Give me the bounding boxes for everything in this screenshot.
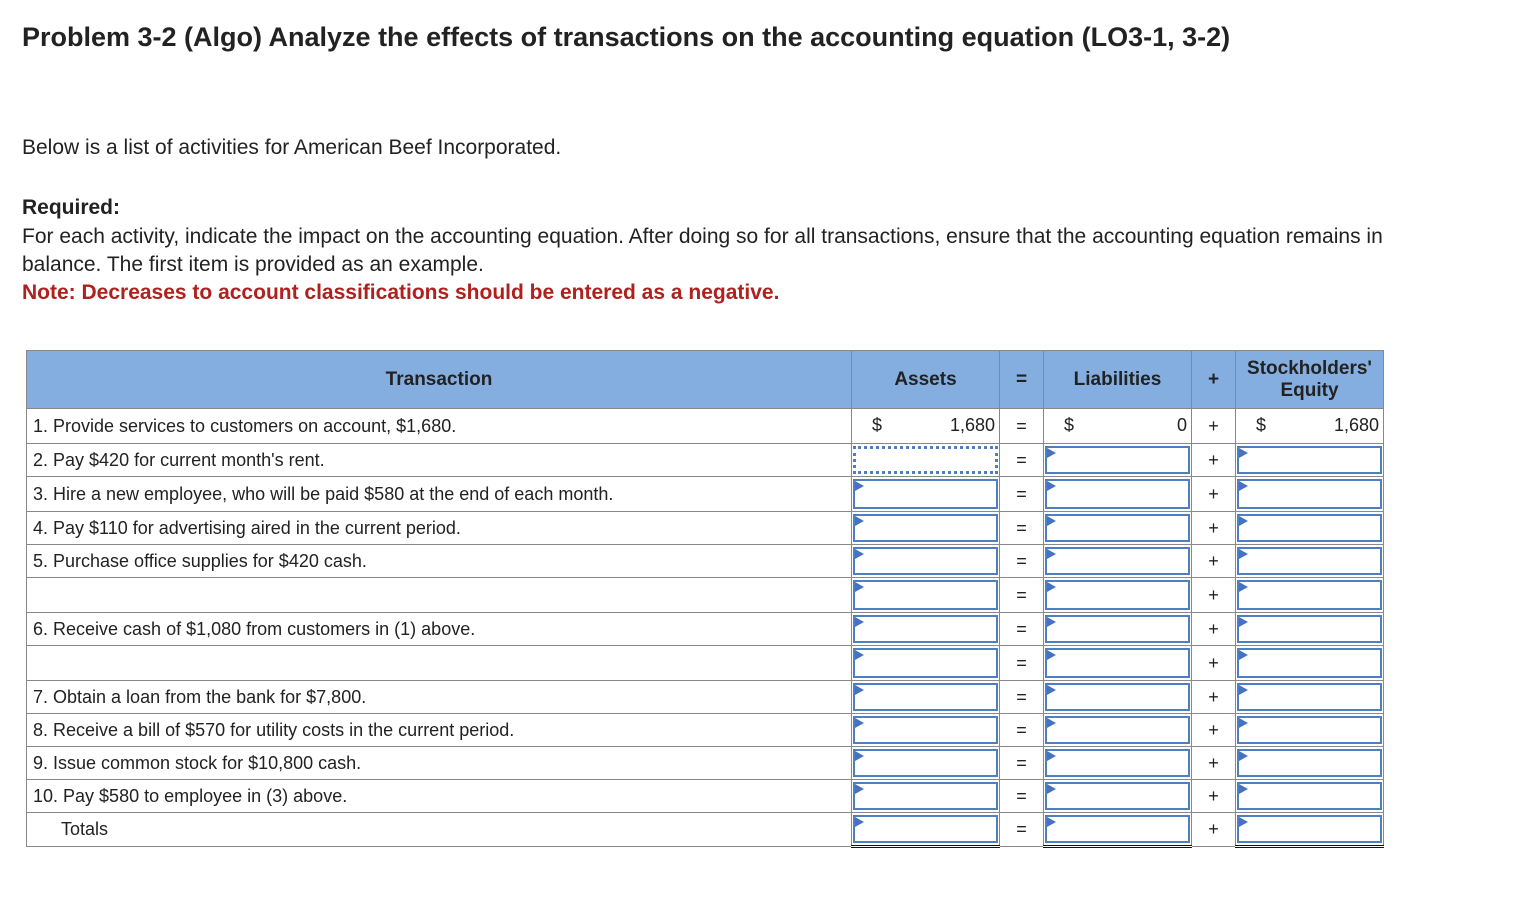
header-transaction: Transaction [27,351,852,409]
equals-sign: = [1000,477,1044,512]
plus-sign: + [1192,545,1236,578]
transaction-label: 1. Provide services to customers on account, $1,680. [27,409,852,444]
assets-input[interactable] [853,580,998,610]
table-row [27,578,1384,613]
assets-cell [852,681,1000,714]
header-equals: = [1000,351,1044,409]
table-row [27,747,1384,780]
equity-input[interactable] [1237,479,1382,509]
plus-sign: + [1192,512,1236,545]
transaction-label: 5. Purchase office supplies for $420 cash. [27,545,852,578]
liabilities-cell [1044,714,1192,747]
plus-sign: + [1192,747,1236,780]
plus-sign: + [1192,646,1236,681]
assets-cell [852,747,1000,780]
plus-sign: + [1192,409,1236,444]
transaction-label: 2. Pay $420 for current month's rent. [27,444,852,477]
transaction-label: 9. Issue common stock for $10,800 cash. [27,747,852,780]
assets-input[interactable] [853,547,998,575]
table-row [27,681,1384,714]
liabilities-input[interactable] [1045,547,1190,575]
header-assets: Assets [852,351,1000,409]
liabilities-input[interactable] [1045,683,1190,711]
equals-sign: = [1000,714,1044,747]
accounting-equation-table [26,350,1384,848]
equity-total-cell [1236,813,1384,847]
equity-cell [1236,578,1384,613]
currency-symbol: $ [1256,415,1267,435]
equals-sign: = [1000,813,1044,847]
liabilities-total-input[interactable] [1045,815,1190,843]
liabilities-cell [1044,512,1192,545]
equity-cell [1236,780,1384,813]
assets-input[interactable] [853,615,998,643]
equals-sign: = [1000,409,1044,444]
transaction-label: 6. Receive cash of $1,080 from customers in (1) above. [27,613,852,646]
assets-input[interactable] [853,782,998,810]
transaction-label [27,646,852,681]
equity-input[interactable] [1237,716,1382,744]
transaction-label: 3. Hire a new employee, who will be paid $580 at the end of each month. [27,477,852,512]
page-title: Problem 3-2 (Algo) Analyze the effects of transactions on the accounting equation (LO3-1, 3-2) [22,22,1231,52]
header-liabilities: Liabilities [1044,351,1192,409]
assets-total-cell [852,813,1000,847]
equity-input[interactable] [1237,683,1382,711]
liabilities-input[interactable] [1045,514,1190,542]
equals-sign: = [1000,780,1044,813]
liabilities-cell [1044,681,1192,714]
assets-cell [852,578,1000,613]
transaction-label: 7. Obtain a loan from the bank for $7,800. [27,681,852,714]
liabilities-cell [1044,780,1192,813]
equity-cell [1236,545,1384,578]
equals-sign: = [1000,613,1044,646]
note-text: Note: Decreases to account classifications should be entered as a negative. [22,281,780,304]
totals-row [27,813,1384,847]
assets-cell [852,646,1000,681]
liabilities-cell [1044,477,1192,512]
transaction-label [27,578,852,613]
required-label: Required: [22,196,121,219]
assets-cell [852,477,1000,512]
instructions: For each activity, indicate the impact on the accounting equation. After doing so for all transactions, ensure that the accounting equation remains in balance. The first item is provided as an example. [22,225,1383,276]
table-row [27,512,1384,545]
equity-total-input[interactable] [1237,815,1382,843]
assets-cell [852,780,1000,813]
equity-cell [1236,646,1384,681]
plus-sign: + [1192,813,1236,847]
assets-input[interactable] [853,514,998,542]
equals-sign: = [1000,444,1044,477]
table-row [27,545,1384,578]
plus-sign: + [1192,681,1236,714]
assets-input[interactable] [853,648,998,678]
equity-input[interactable] [1237,580,1382,610]
assets-cell [852,613,1000,646]
liabilities-input[interactable] [1045,782,1190,810]
equity-cell [1236,747,1384,780]
liabilities-input[interactable] [1045,446,1190,474]
equity-input[interactable] [1237,547,1382,575]
header-equity: Stockholders' Equity [1236,351,1384,409]
table-row-example [27,409,1384,444]
table-row [27,780,1384,813]
transaction-label: 4. Pay $110 for advertising aired in the current period. [27,512,852,545]
plus-sign: + [1192,780,1236,813]
assets-cell [852,545,1000,578]
table-row [27,714,1384,747]
assets-input[interactable] [853,479,998,509]
currency-symbol: $ [872,415,883,435]
equity-cell [1236,512,1384,545]
equals-sign: = [1000,747,1044,780]
liabilities-cell [1044,444,1192,477]
liabilities-input[interactable] [1045,479,1190,509]
equals-sign: = [1000,545,1044,578]
table-row [27,477,1384,512]
currency-symbol: $ [1064,415,1075,435]
assets-value [852,409,1000,444]
equity-value [1236,409,1384,444]
assets-cell [852,714,1000,747]
liabilities-cell [1044,613,1192,646]
assets-input[interactable] [853,716,998,744]
equity-cell [1236,444,1384,477]
equity-input[interactable] [1237,514,1382,542]
equals-sign: = [1000,578,1044,613]
totals-label: Totals [27,813,852,847]
equity-input[interactable] [1237,749,1382,777]
header-plus: + [1192,351,1236,409]
liabilities-total-cell [1044,813,1192,847]
plus-sign: + [1192,613,1236,646]
table-row [27,444,1384,477]
liabilities-input[interactable] [1045,580,1190,610]
plus-sign: + [1192,578,1236,613]
equity-input[interactable] [1237,446,1382,474]
plus-sign: + [1192,477,1236,512]
table-row [27,646,1384,681]
equity-cell [1236,681,1384,714]
equity-cell [1236,714,1384,747]
plus-sign: + [1192,444,1236,477]
liabilities-cell [1044,747,1192,780]
liabilities-input[interactable] [1045,749,1190,777]
transaction-label: 8. Receive a bill of $570 for utility costs in the current period. [27,714,852,747]
assets-cell [852,444,1000,477]
liabilities-cell [1044,545,1192,578]
liabilities-amount: 0 [1176,415,1187,435]
assets-input[interactable] [853,749,998,777]
liabilities-input[interactable] [1045,716,1190,744]
equity-cell [1236,477,1384,512]
equals-sign: = [1000,646,1044,681]
equity-cell [1236,613,1384,646]
assets-total-input[interactable] [853,815,998,843]
intro-text: Below is a list of activities for American Beef Incorporated. [22,136,562,159]
assets-input[interactable] [853,446,998,474]
liabilities-cell [1044,578,1192,613]
liabilities-input[interactable] [1045,615,1190,643]
equity-input[interactable] [1237,648,1382,678]
assets-cell [852,512,1000,545]
equals-sign: = [1000,512,1044,545]
assets-input[interactable] [853,683,998,711]
liabilities-cell [1044,646,1192,681]
liabilities-input[interactable] [1045,648,1190,678]
liabilities-value [1044,409,1192,444]
equity-input[interactable] [1237,782,1382,810]
equity-amount: 1,680 [1333,415,1379,435]
transaction-label: 10. Pay $580 to employee in (3) above. [27,780,852,813]
plus-sign: + [1192,714,1236,747]
equity-input[interactable] [1237,615,1382,643]
equals-sign: = [1000,681,1044,714]
assets-amount: 1,680 [949,415,995,435]
table-row [27,613,1384,646]
